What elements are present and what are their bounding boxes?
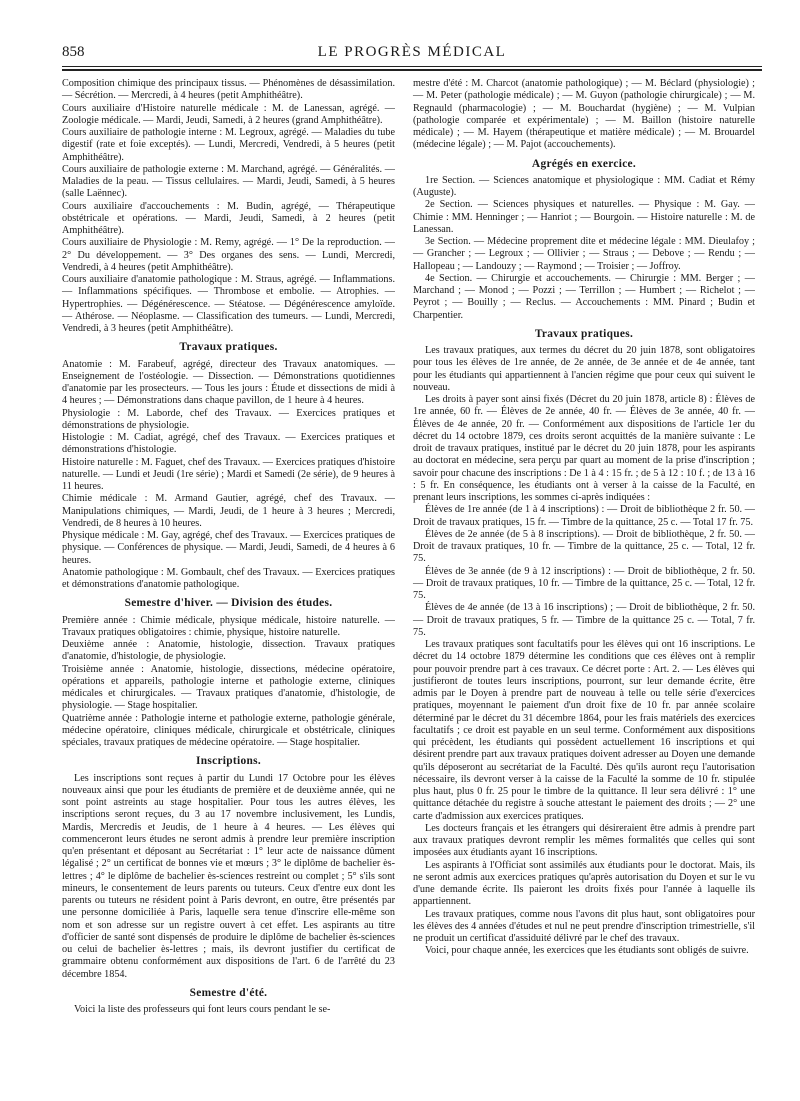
section-heading: Travaux pratiques. (534, 327, 634, 340)
paragraph: Deuxième année : Anatomie, histologie, dissection. Travaux pratiques d'anatomie, d'histologie, de physiologie. (62, 639, 395, 663)
page-header (62, 40, 762, 62)
page-number: 858 (62, 44, 85, 60)
paragraph: 4e Section. — Chirurgie et accouchements. — Chirurgie : MM. Berger ; — Marchand ; — Monod ; — Pozzi ; — Terrillon ; — Humbert ; — Richelot ; — Peyrot ; — Bouilly ; — Reclus. — Accouchements : MM. Pinard ; Budin et Charpentier. (413, 272, 755, 321)
paragraph: Composition chimique des principaux tissus. — Phénomènes de désassimilation. — Sécrétion. — Mercredi, à 4 heures (petit Amphithéâtre). (62, 78, 395, 102)
paragraph: Troisième année : Anatomie, histologie, dissections, médecine opératoire, opérations et appareils, pathologie interne et pathologie externe, cliniques médicales et chirurgicales. — Travaux pratiques d'anatomie, d'histologie, de physiologie. — Stage hospitalier. (62, 663, 395, 712)
paragraph: 1re Section. — Sciences anatomique et physiologique : MM. Cadiat et Rémy (Auguste). (413, 174, 755, 198)
paragraph: Histologie : M. Cadiat, agrégé, chef des Travaux. — Exercices pratiques et démonstrations d'histologie. (62, 432, 395, 456)
paragraph: Les inscriptions sont reçues à partir du Lundi 17 Octobre pour les élèves nouveaux ainsi que pour les étudiants de première et de deuxième année, qui ne sont point astreints au stage hospitalier. Pour tous les autres élèves, les inscriptions seront reçues, du 3 au 17 novembre inclusivement, les Lundis, Mardis, Mercredis et Jeudis, de 1 heure à 4 heures. — Les élèves qui commenceront leurs études ne seront admis à prendre leur première inscription qu'en présentant et déposant au Secrétariat : 1° leur acte de naissance dûment légalisé ; 2° un certificat de bonnes vie et mœurs ; 3° le diplôme de bachelier ès-lettres ; 4° le diplôme de bachelier ès-sciences restreint ou complet ; 5° s'ils sont mineurs, le consentement de leurs parents ou tuteurs. Ceux d'entre eux dont les parents ou tuteurs ne résident point à Paris devront, en outre, être présentés par une personne domiciliée à Paris, laquelle sera tenue d'inscrire elle-même son nom et son adresse sur un registre ouvert à cet effet. Les aspirants au titre d'officier de santé sont dispensés de produire le diplôme de bachelier ès-sciences ou celui de bachelier ès-lettres ; mais, ils devront justifier du certificat de grammaire obtenu conformément aux dispositions de l'art. 6 de l'arrêté du 23 décembre 1854. (62, 772, 395, 980)
section-heading: Semestre d'été. (189, 986, 268, 999)
paragraph: Physique médicale : M. Gay, agrégé, chef des Travaux. — Exercices pratiques de physique. — Conférences de physique. — Mardi, Jeudi, Samedi, de 4 heures à 6 heures. (62, 530, 395, 566)
section-heading: Semestre d'hiver. — Division des études. (124, 597, 333, 610)
paragraph: Les aspirants à l'Officiat sont assimilés aux étudiants pour le doctorat. Mais, ils ne seront admis aux exercices pratiques qu'après autorisation du Doyen et sur le vu d'une demande écrite. Ils paieront les droits fixés pour l'année à laquelle ils appartiennent. (413, 859, 755, 908)
paragraph: Anatomie pathologique : M. Gombault, chef des Travaux. — Exercices pratiques et démonstrations d'anatomie pathologique. (62, 566, 395, 590)
paragraph: 3e Section. — Médecine proprement dite et médecine légale : MM. Dieulafoy ; — Grancher ; — Legroux ; — Ollivier ; — Straus ; — Debove ; — Rendu ; — Hallopeau ; — Landouzy ; — Raymond ; — Troisier ; — Joffroy. (413, 236, 755, 272)
paragraph: Cours auxiliaire de pathologie externe : M. Marchand, agrégé. — Généralités. — Maladies de la peau. — Tissus cellulaires. — Mardi, Jeudi, Samedi, à 5 heures (salle Laënnec). (62, 163, 395, 200)
paragraph: Les travaux pratiques sont facultatifs pour les élèves qui ont 16 inscriptions. Le décret du 14 octobre 1879 détermine les conditions que ces élèves ont à remplir pour pouvoir prendre part à ces travaux. Ce décret porte : Art. 2. — Les élèves qui justifieront de toutes leurs inscriptions, pourront, sur leur demande écrite, être admis par le Doyen à prendre part de nouveau à telle ou telle série d'exercices pratiques, moyennant le paiement d'un droit fixe de 10 fr. par année scolaire déterminé par le décret du 31 décembre 1864, pour les frais matériels des exercices facultatifs ; ce droit est payable en un seul terme. Conformément aux dispositions qui précèdent, les étudiants qui possèdent actuellement 16 inscriptions et qui désirent prendre part aux travaux pratiques doivent adresser au Doyen une demande qu'ils déposeront au secrétariat de la Faculté. Dès qu'ils auront reçu l'autorisation nécessaire, ils devront verser à la caisse de la Faculté la somme de 10 fr. stipulée plus haut, plus 0 fr. 25 pour le timbre de la quittance. Il leur sera délivré : 1° une quittance détachée du registre à souche attestant le paiement des droits ; — 2° une carte d'admission aux exercices pratiques. (413, 639, 755, 822)
paragraph: Voici la liste des professeurs qui font leurs cours pendant le se- (74, 1004, 331, 1015)
paragraph: Cours auxiliaire d'anatomie pathologique : M. Straus, agrégé. — Inflammations. — Inflammations spécifiques. — Thrombose et embolie. — Atrophies. — Hypertrophies. — Dégénérescence. — Stéatose. — Dégénérescence amyloïde. — Athérose. — Néoplasme. — Classification des tumeurs. — Lundi, Mercredi, Vendredi, à 3 heures (petit Amphithéâtre). (62, 274, 395, 334)
paragraph: Les travaux pratiques, comme nous l'avons dit plus haut, sont obligatoires pour les élèves des 4 années d'études et nul ne peut prendre d'inscription trimestrielle, s'il ne produit un certificat d'assiduité délivré par le chef des travaux. (413, 908, 755, 944)
paragraph: Élèves de 1re année (de 1 à 4 inscriptions) : — Droit de bibliothèque 2 fr. 50. — Droit de travaux pratiques, 15 fr. — Timbre de la quittance, 25 c. — Total 17 fr. 75. (413, 504, 755, 528)
paragraph: Physiologie : M. Laborde, chef des Travaux. — Exercices pratiques et démonstrations de physiologie. (62, 407, 395, 431)
paragraph: Les droits à payer sont ainsi fixés (Décret du 20 juin 1878, article 8) : Élèves de 1re année, 60 fr. — Élèves de 2e année, 40 fr. — Élèves de 3e année, 40 fr. — Élèves de 4e année, 20 fr. — Conformément aux dispositions de l'article 1er du décret du 14 octobre 1879, ces droits seront acquittés de la manière suivante : Le droit de travaux pratiques, institué par le décret du 20 juin 1878, pour les aspirants au doctorat en médecine, sera perçu par quart au moment de la prise d'inscription ; savoir pour chacune des inscriptions : De 1 à 4 : 15 fr. ; de 5 à 12 : 10 f. ; de 13 à 16 : 5 fr. En conséquence, les étudiants ont à verser à la caisse de la Faculté, en prenant leurs inscriptions, les sommes ci-après indiquées : (413, 394, 755, 503)
section-heading: Agrégés en exercice. (531, 157, 637, 170)
running-title: LE PROGRÈS MÉDICAL (317, 44, 507, 60)
section-heading: Inscriptions. (196, 755, 261, 768)
paragraph: Première année : Chimie médicale, physique médicale, histoire naturelle. — Travaux pratiques obligatoires : chimie, physique, histoire naturelle. (62, 614, 395, 638)
paragraph: Élèves de 4e année (de 13 à 16 inscriptions) ; — Droit de bibliothèque, 2 fr. 50. — Droit de travaux pratiques, 5 fr. — Timbre de la quittance 25 c. — Total, 7 fr. 75. (413, 602, 755, 638)
paragraph: Cours auxiliaire de pathologie interne : M. Legroux, agrégé. — Maladies du tube digestif (rate et foie exceptés). — Lundi, Mercredi, Vendredi, à 5 heures (petit Amphithéâtre). (62, 127, 395, 163)
paragraph: Quatrième année : Pathologie interne et pathologie externe, pathologie générale, médecine opératoire, cliniques médicale, chirurgicale et obstétricale, cliniques spéciales, travaux pratiques de médecine opératoire. — Stage hospitalier. (62, 712, 395, 748)
header-rule-thick (62, 69, 762, 71)
paragraph: 2e Section. — Sciences physiques et naturelles. — Physique : M. Gay. — Chimie : MM. Henninger ; — Hanriot ; — Bourgoin. — Histoire naturelle : M. de Lanessan. (413, 199, 755, 235)
left-column (62, 78, 395, 1016)
paragraph: Cours auxiliaire d'accouchements : M. Budin, agrégé, — Thérapeutique obstétricale et opérations. — Mardi, Jeudi, Samedi, à 2 heures (petit Amphithéâtre). (62, 200, 395, 236)
paragraph: Chimie médicale : M. Armand Gautier, agrégé, chef des Travaux. — Manipulations chimiques, — Mardi, Jeudi, de 1 heure à 3 heures ; Mercredi, Vendredi, de 8 heures à 10 heures. (62, 493, 395, 529)
paragraph: Histoire naturelle : M. Faguet, chef des Travaux. — Exercices pratiques d'histoire naturelle. — Lundi et Jeudi (1re série) ; Mardi et Samedi (2e série), de 9 heures à 11 heures. (62, 456, 395, 492)
paragraph: Élèves de 2e année (de 5 à 8 inscriptions). — Droit de bibliothèque, 2 fr. 50. — Droit de travaux pratiques, 10 fr. — Timbre de la quittance, 25 c. — Total, 12 fr. 75. (413, 528, 755, 565)
header-rule (62, 66, 762, 67)
paragraph: Les docteurs français et les étrangers qui désireraient être admis à prendre part aux travaux pratiques devront remplir les mêmes formalités que celles qui sont imposées aux étudiants ayant 16 inscriptions. (413, 822, 755, 859)
paragraph: mestre d'été : M. Charcot (anatomie pathologique) ; — M. Béclard (physiologie) ; — M. Peter (pathologie médicale) ; — M. Guyon (pathologie chirurgicale) ; — M. Regnauld (pharmacologie) ; — M. Bouchardat (hygiène) ; — M. Vulpian (pathologie comparée et expérimentale) ; — M. Baillon (histoire naturelle médicale) ; — M. Hayem (thérapeutique et matière médicale) ; — M. Brouardel (médecine légale) ; — M. Pajot (accouchements). (413, 78, 755, 151)
right-column (413, 78, 755, 958)
paragraph: Anatomie : M. Farabeuf, agrégé, directeur des Travaux anatomiques. — Enseignement de l'ostéologie. — Dissection. — Démonstrations quotidiennes d'anatomie par les prosecteurs. — Tous les jours : Étude et dissections de midi à 4 heures ; — Démonstrations dans chaque pavillon, de 1 heure à 4 heures. (62, 358, 395, 407)
paragraph: Cours auxiliaire d'Histoire naturelle médicale : M. de Lanessan, agrégé. — Zoologie médicale. — Mardi, Jeudi, Samedi, à 2 heures (grand Amphithéâtre). (62, 102, 395, 126)
paragraph: Élèves de 3e année (de 9 à 12 inscriptions) : — Droit de bibliothèque, 2 fr. 50. — Droit de travaux pratiques, 10 fr. — Timbre de la quittance, 25 c. — Total, 12 fr. 75. (413, 565, 755, 601)
paragraph: Cours auxiliaire de Physiologie : M. Remy, agrégé. — 1° De la reproduction. — 2° Du développement. — 3° Des organes des sens. — Lundi, Mercredi, Vendredi, à 4 heures (petit Amphithéâtre). (62, 237, 395, 273)
paragraph: Voici, pour chaque année, les exercices que les étudiants sont obligés de suivre. (425, 945, 749, 957)
section-heading: Travaux pratiques. (179, 341, 278, 354)
paragraph: Les travaux pratiques, aux termes du décret du 20 juin 1878, sont obligatoires pour tous les élèves de 1re année, de 2e année, de 3e année et de 4e année, tant pour les étudiants qui appartiennent à l'ancien régime que pour ceux qui suivent le nouveau. (413, 345, 755, 393)
